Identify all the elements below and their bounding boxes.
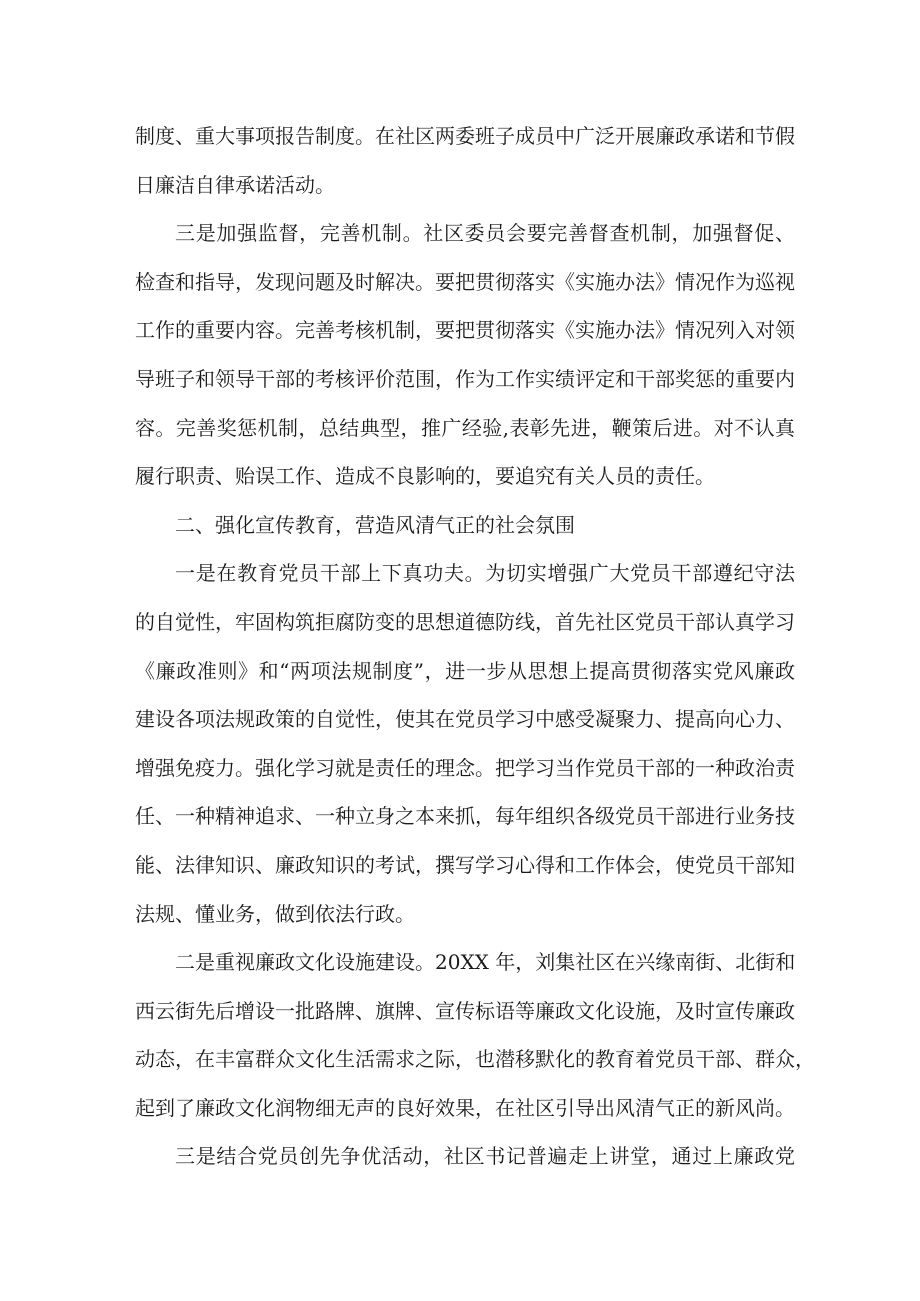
text-line: 制度、重大事项报告制度。在社区两委班子成员中广泛开展廉政承诺和节假: [135, 124, 795, 148]
text-line: 增强免疫力。强化学习就是责任的理念。把学习当作党员干部的一种政治责: [135, 755, 795, 780]
text-line: 的自觉性，牢固构筑拒腐防变的思想道德防线，首先社区党员干部认真学习: [135, 609, 795, 634]
text-line: 动态，在丰富群众文化生活需求之际，也潜移默化的教育着党员干部、群众，: [135, 1047, 815, 1072]
text-line: 三是加强监督，完善机制。社区委员会要完善督查机制，加强督促、: [175, 221, 795, 246]
text-line: 导班子和领导干部的考核评价范围，作为工作实绩评定和干部奖惩的重要内: [135, 366, 795, 391]
section-heading: [135, 501, 795, 550]
text-line: 三是结合党员创先争优活动，社区书记普遍走上讲堂，通过上廉政党: [175, 1144, 795, 1169]
paragraph: [135, 209, 795, 501]
text-line: 工作的重要内容。完善考核机制，要把贯彻落实《实施办法》情况列入对领: [135, 318, 795, 343]
text-line: 任、一种精神追求、一种立身之本来抓，每年组织各级党员干部进行业务技: [135, 804, 795, 829]
text-line: 履行职责、贻误工作、造成不良影响的，要追究有关人员的责任。: [135, 464, 715, 489]
text-line: 日廉洁自律承诺活动。: [135, 172, 335, 197]
paragraph: [135, 112, 795, 209]
paragraph: [135, 938, 815, 1132]
text-line: 容。完善奖惩机制，总结典型，推广经验,表彰先进，鞭策后进。对不认真: [135, 415, 795, 440]
text-line: 起到了廉政文化润物细无声的良好效果，在社区引导出风清气正的新风尚。: [135, 1095, 795, 1120]
paragraph: [135, 549, 795, 938]
text-line: 二是重视廉政文化设施建设。20XX 年，刘集社区在兴缘南街、北街和: [175, 950, 796, 975]
text-line: 法规、懂业务，做到依法行政。: [135, 901, 415, 926]
paragraph: [135, 1132, 795, 1181]
text-line: 二、强化宣传教育，营造风清气正的社会氛围: [175, 512, 575, 537]
document-body: [135, 112, 815, 1181]
text-line: 《廉政准则》和“两项法规制度”，进一步从思想上提高贯彻落实党风廉政: [135, 658, 795, 683]
text-line: 一是在教育党员干部上下真功夫。为切实增强广大党员干部遵纪守法: [175, 561, 795, 586]
text-line: 西云街先后增设一批路牌、旗牌、宣传标语等廉政文化设施，及时宣传廉政: [135, 998, 795, 1023]
text-line: 建设各项法规政策的自觉性，使其在党员学习中感受凝聚力、提高向心力、: [135, 707, 795, 732]
text-line: 检查和指导，发现问题及时解决。要把贯彻落实《实施办法》情况作为巡视: [135, 269, 795, 294]
text-line: 能、法律知识、廉政知识的考试，撰写学习心得和工作体会，使党员干部知: [135, 852, 795, 877]
